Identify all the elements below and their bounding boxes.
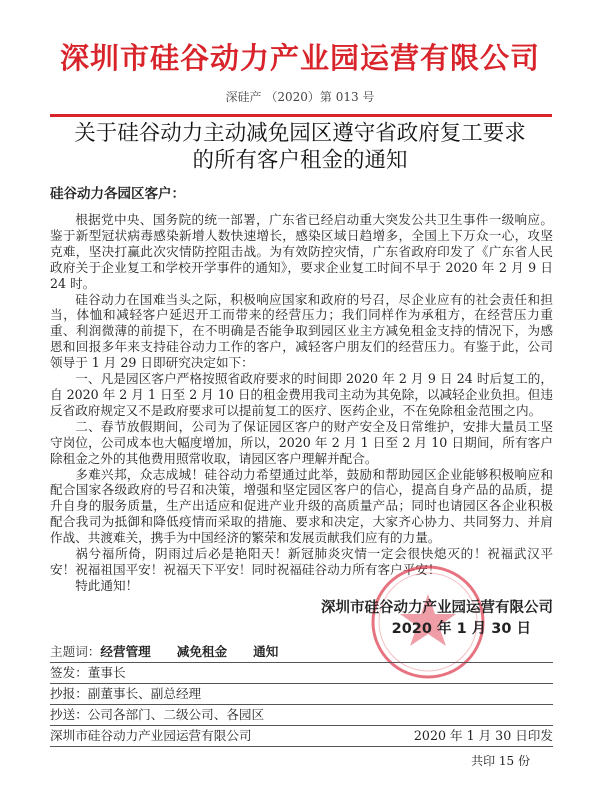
footer-report-to-row [50,684,553,705]
paragraph: 多难兴邦，众志成城！硅谷动力希望通过此举，鼓励和帮助园区企业能够积极响应和配合国家各级政府的号召和决策，增强和坚定园区客户的信心，提高自身产品的品质，提升自身的服务质量，生产出适应和促进产业升级的高质量产品；同时也请园区各企业积极配合我司为抵御和降低疫情而采取的措施、要求和决定，大家齐心协力、共同努力、并肩作战、共渡难关，携手为中国经济的繁荣和发展贡献我们应有的力量。 [50,466,553,546]
title-line-2: 的所有客户租金的通知 [192,148,408,173]
paragraph: 二、春节放假期间，公司为了保证园区客户的财产安全及日常维护，安排大量员工坚守岗位，公司成本也大幅度增加，所以，2020 年 2 月 1 日至 2 月 10 日期间，所有客户除租金之外的其他费用照常收取，请园区客户理解并配合。 [50,418,553,466]
title-line-1: 关于硅谷动力主动减免园区遵守省政府复工要求 [74,121,526,146]
keyword: 通知 [253,643,279,659]
paragraph: 特此通知！ [75,577,139,593]
footer-copy-to-row [50,705,553,726]
keyword: 减免租金 [176,643,228,659]
paragraph: 根据党中央、国务院的统一部署，广东省已经启动重大突发公共卫生事件一级响应。鉴于新型冠状病毒感染新增人数快速增长，感染区域日趋增多，全国上下万众一心，攻坚克难，坚决打赢此次灾情防控阻击战。为有效防控灾情，广东省政府印发了《广东省人民政府关于企业复工和学校开学事件的通知》，要求企业复工时间不早于 2020 年 2 月 9 日 24 时。 [50,212,553,291]
keywords-label: 主题词： [50,643,101,659]
issuer: 深圳市硅谷动力产业园运营有限公司 [50,727,252,743]
document-body [50,212,553,594]
keyword: 经营管理 [100,643,151,659]
issued-by: 签发：董事长 [50,664,126,680]
footer-issuer-row [50,726,553,747]
organization-header: 深圳市硅谷动力产业园运营有限公司 [59,41,540,75]
signature-block [50,598,553,640]
copy-to: 抄送：公司各部门、二级公司、各园区 [50,706,265,722]
document-number: 深硅产 （2020）第 013 号 [225,90,375,104]
report-to: 抄报：副董事长、副总经理 [50,685,202,701]
paragraph: 一、凡是园区客户严格按照省政府要求的时间即 2020 年 2 月 9 日 24 时后复工的，自 2020 年 2 月 1 日至 2 月 10 日的租金费用我司主动为其免除，以减轻企业负担。但违反省政府规定又不是政府要求可以提前复工的医疗、医药企业，不在免除租金范围之内。 [50,371,553,418]
footer-issued-by-row [50,663,553,684]
copies-count: 共印 15 份 [471,753,530,768]
document-title [40,120,560,174]
document-footer [50,642,553,769]
print-date: 2020 年 1 月 30 日印发 [413,727,553,743]
signature-date: 2020 年 1 月 30 日 [391,620,531,637]
red-divider [50,114,552,117]
signature-organization: 深圳市硅谷动力产业园运营有限公司 [321,599,553,616]
document-content [50,212,553,769]
paragraph: 硅谷动力在国难当头之际，积极响应国家和政府的号召，尽企业应有的社会责任和担当，体恤和减轻客户延迟开工而带来的经营压力；我们同样作为承租方，在经营压力重重、利润微薄的前提下，在不明确是否能争取到园区业主方减免租金支持的情况下，为感恩和回报多年来支持硅谷动力工作的客户，减轻客户朋友们的经营压力。有鉴于此，公司领导于 1 月 29 日即研究决定如下： [50,291,553,371]
footer-keywords-row [50,642,553,663]
salutation: 硅谷动力各园区客户： [50,186,185,202]
paragraph: 祸兮福所倚，阴雨过后必是艳阳天！新冠肺炎灾情一定会很快熄灭的！祝福武汉平安！祝福祖国平安！祝福天下平安！同时祝福硅谷动力所有客户平安！ [50,546,553,577]
